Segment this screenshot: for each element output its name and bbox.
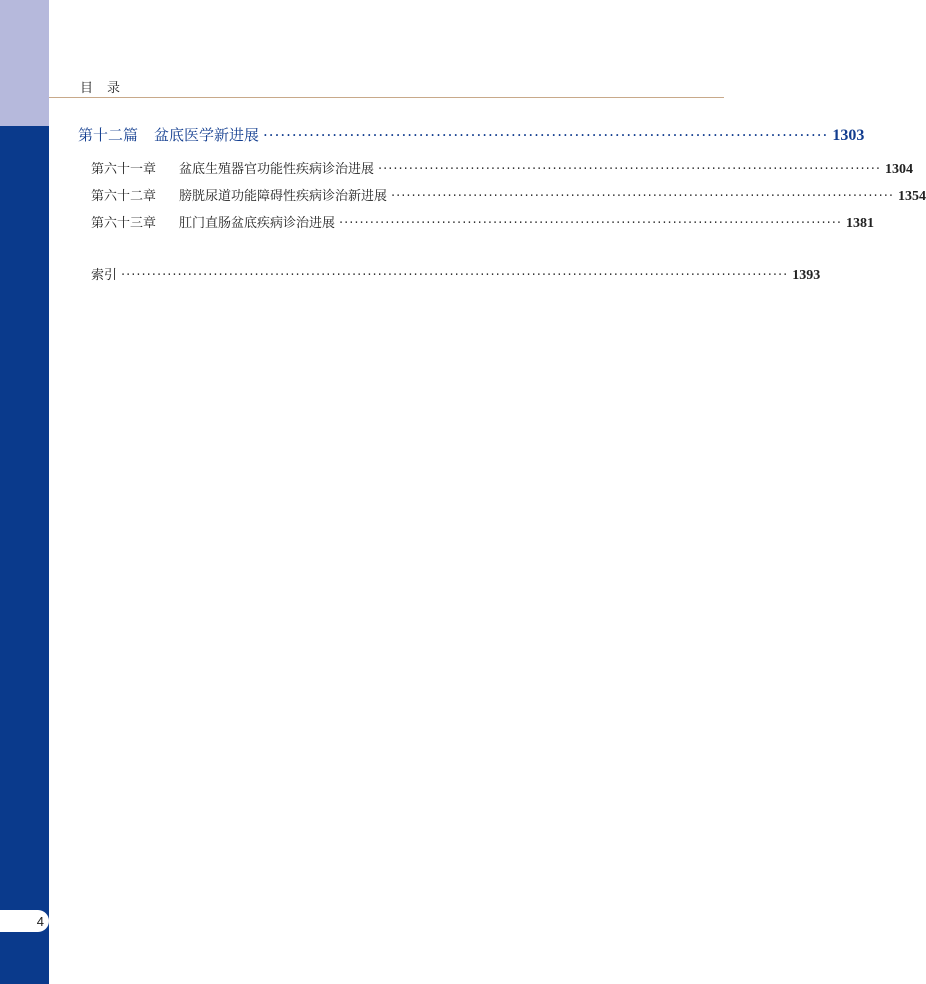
dot-leader: ·································································································································· — [121, 268, 789, 283]
running-header: 目录 — [80, 81, 135, 96]
index-title: 索引 — [91, 268, 118, 283]
toc-chapter-entry[interactable] — [91, 212, 874, 232]
chapter-title: 盆底生殖器官功能性疾病诊治进展 — [179, 162, 375, 177]
toc-part-entry[interactable] — [78, 124, 865, 145]
sidebar-band — [0, 126, 49, 984]
chapter-label: 第六十三章 — [91, 216, 157, 231]
index-page-number: 1393 — [792, 268, 821, 283]
dot-leader: ·································································································· — [263, 126, 829, 144]
dot-leader: ·································································································· — [339, 216, 842, 231]
toc-chapter-entry[interactable] — [91, 158, 913, 178]
dot-leader: ·································································································· — [391, 189, 894, 204]
header-divider — [49, 97, 724, 98]
dot-leader: ·································································································· — [378, 162, 881, 177]
toc-chapter-entry[interactable] — [91, 185, 926, 205]
part-page-number: 1303 — [832, 127, 865, 144]
chapter-page-number: 1354 — [897, 189, 926, 204]
page-number: 4 — [36, 913, 44, 929]
toc-index-entry[interactable] — [91, 264, 821, 284]
chapter-title: 肛门直肠盆底疾病诊治进展 — [179, 216, 336, 231]
part-title: 盆底医学新进展 — [154, 126, 260, 144]
chapter-label: 第六十一章 — [91, 162, 157, 177]
sidebar-top-band — [0, 0, 49, 126]
chapter-page-number: 1381 — [845, 216, 874, 231]
chapter-label: 第六十二章 — [91, 189, 157, 204]
page-number-tab — [0, 910, 49, 932]
chapter-title: 膀胱尿道功能障碍性疾病诊治新进展 — [179, 189, 388, 204]
part-label: 第十二篇 — [78, 126, 139, 144]
chapter-page-number: 1304 — [884, 162, 913, 177]
